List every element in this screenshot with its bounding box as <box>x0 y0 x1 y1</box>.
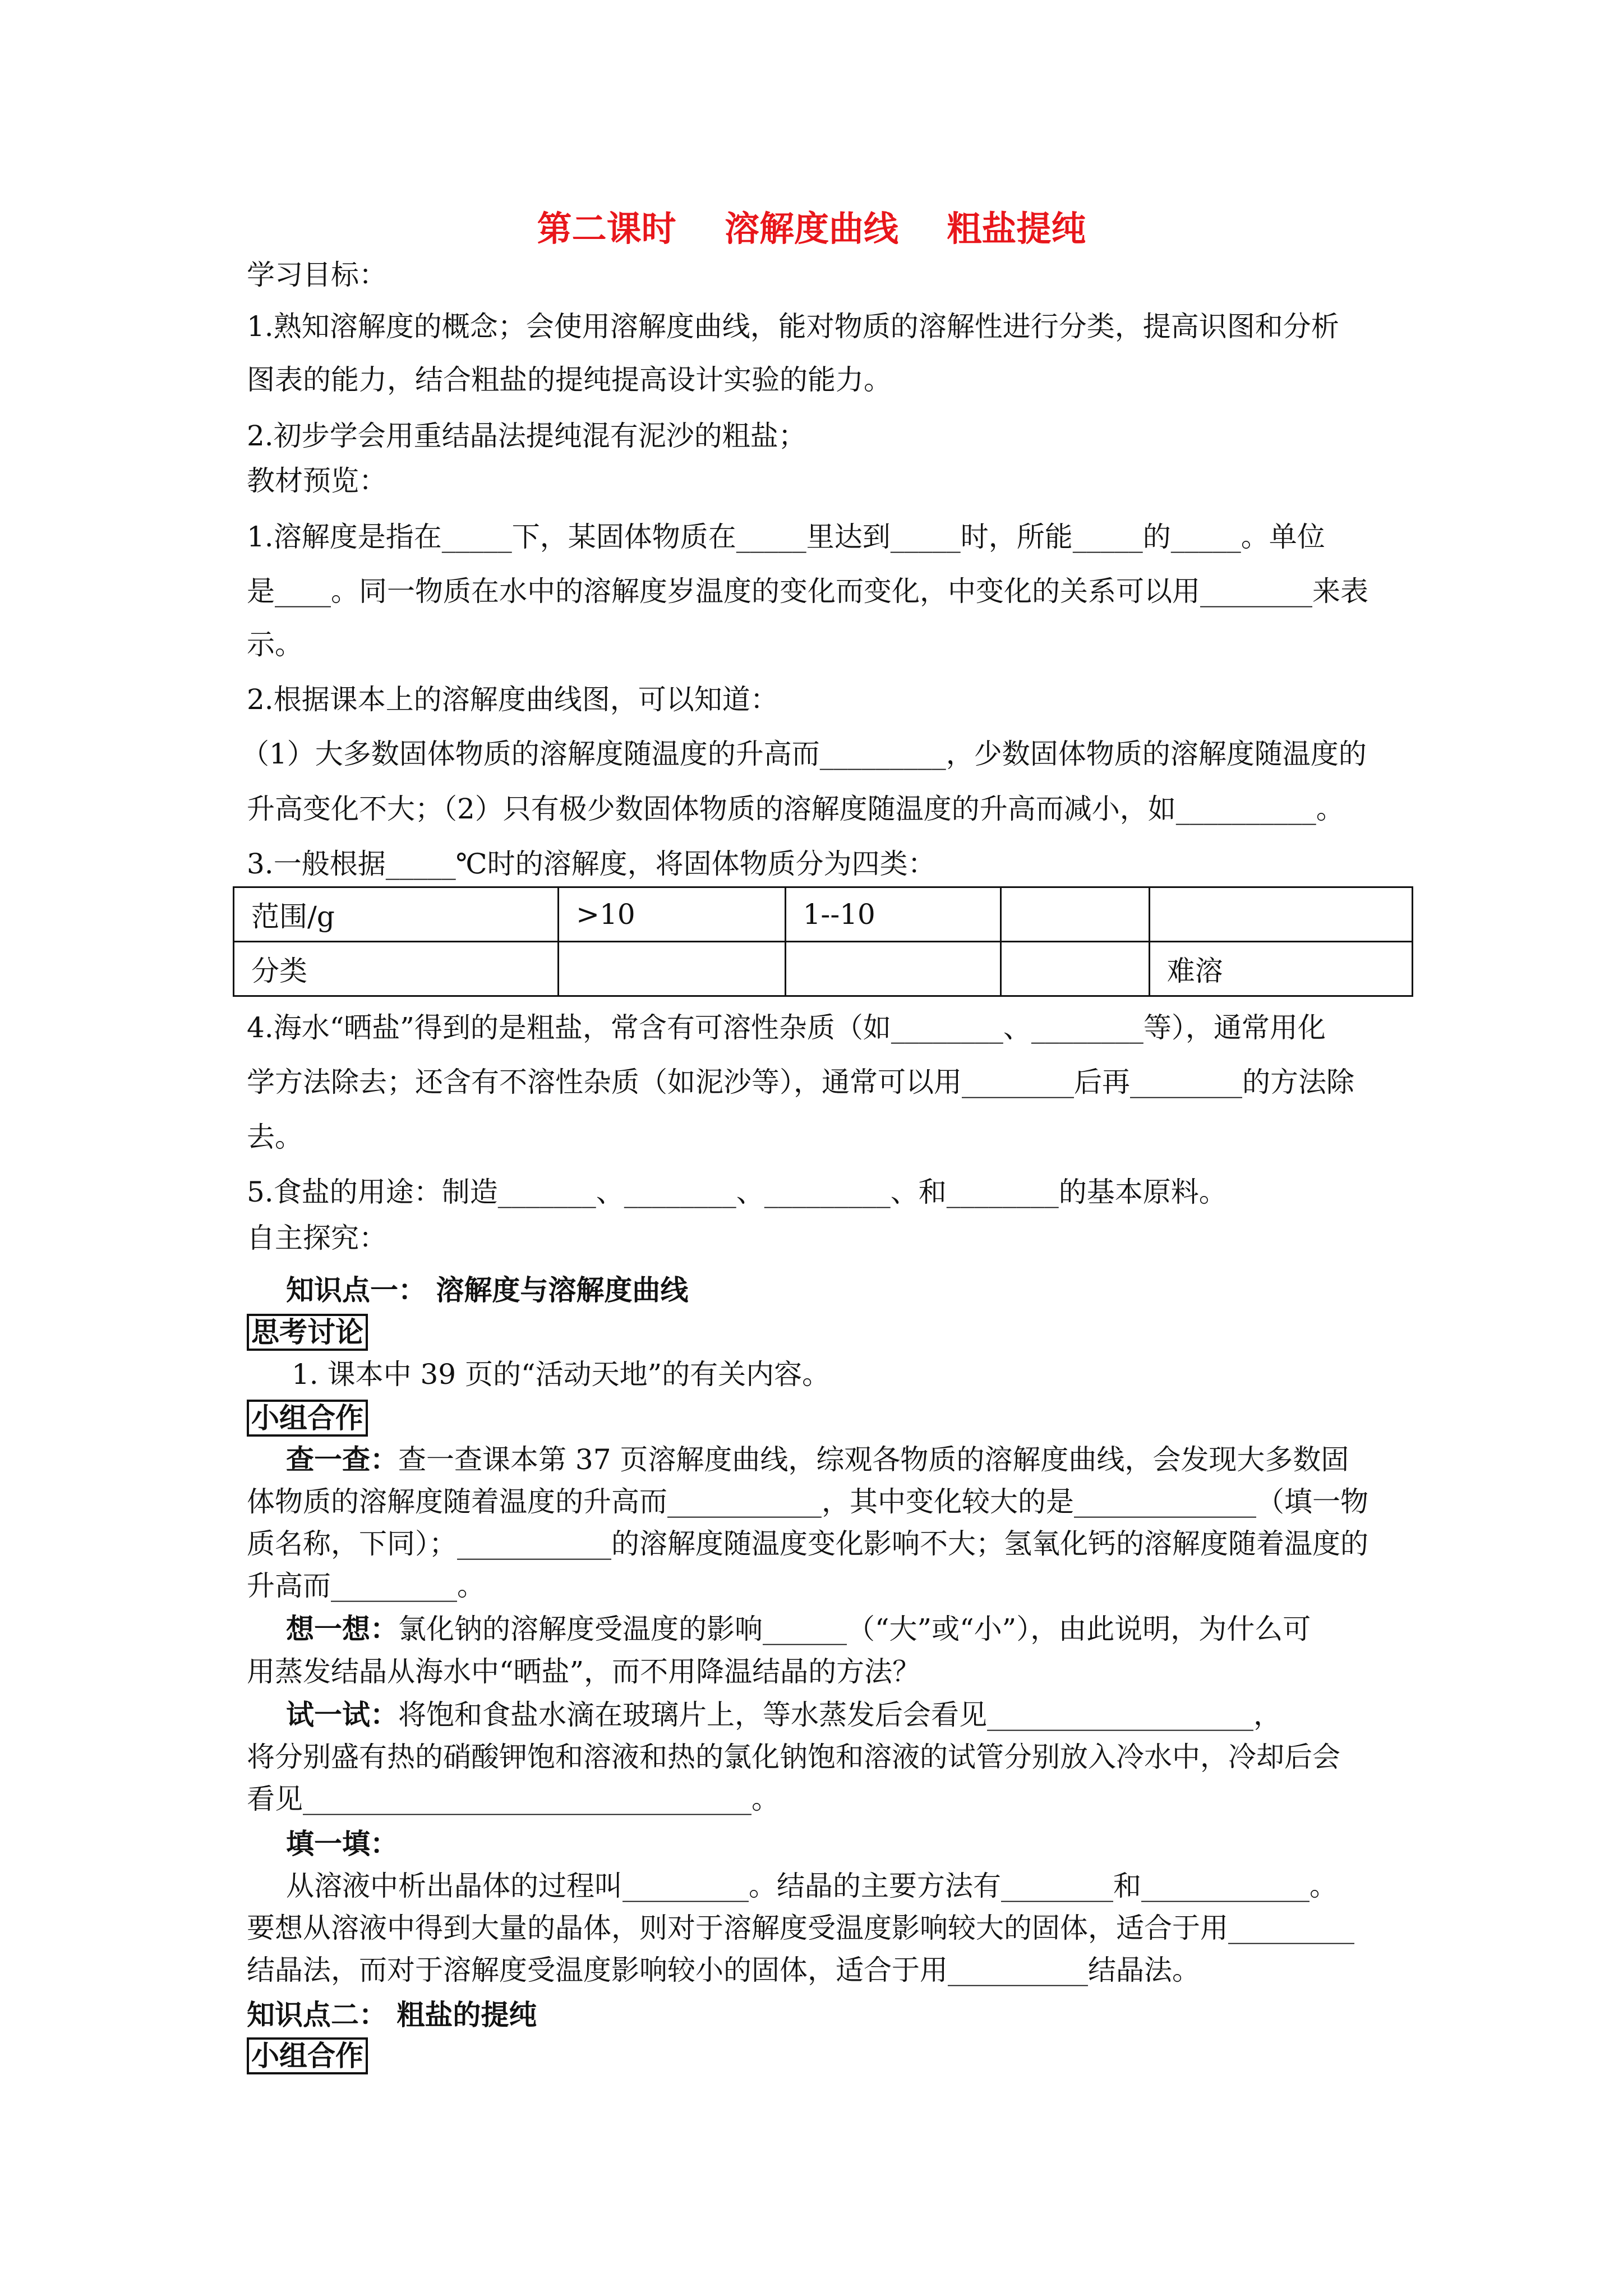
table-cell: 难溶 <box>1149 942 1412 996</box>
goal-1-line-2: 图表的能力，结合粗盐的提纯提高设计实验的能力。 <box>247 364 892 396</box>
fill-line-1: 从溶液中析出晶体的过程叫_________。结晶的主要方法有________和____________。 <box>286 1870 1338 1902</box>
try-line-2: 将分别盛有热的硝酸钾饱和溶液和热的氯化钠饱和溶液的试管分别放入冷水中，冷却后会 <box>247 1741 1340 1773</box>
check-line-3: 质名称，下同）；___________的溶解度随温度变化影响不大；氢氧化钙的溶解度随着温度的 <box>247 1527 1368 1560</box>
group-work-box: 小组合作 <box>247 1400 368 1437</box>
page-title: 第二课时 溶解度曲线 粗盐提纯 <box>537 208 1086 249</box>
box-row-group-2 <box>247 2037 1391 2074</box>
check-text: 查一查课本第 37 页溶解度曲线，综观各物质的溶解度曲线，会发现大多数固 <box>398 1443 1349 1476</box>
solubility-classification-table <box>233 886 1413 997</box>
check-line-4: 升高而_________。 <box>247 1570 485 1602</box>
try-text: 将饱和食盐水滴在玻璃片上，等水蒸发后会看见___________________， <box>398 1699 1281 1731</box>
box-row-group <box>247 1400 1391 1437</box>
table-cell <box>1149 887 1412 942</box>
table-cell: >10 <box>559 887 785 942</box>
think-text: 氯化钠的溶解度受温度的影响______（“大”或“小”），由此说明，为什么可 <box>398 1613 1311 1645</box>
preview-q4-line-1: 4.海水“晒盐”得到的是粗盐，常含有可溶性杂质（如________、________等），通常用化 <box>247 1011 1326 1044</box>
explore-heading: 自主探究： <box>247 1222 387 1254</box>
goal-1-line-1: 1.熟知溶解度的概念；会使用溶解度曲线，能对物质的溶解性进行分类，提高识图和分析 <box>247 310 1339 343</box>
preview-q1-line-1: 1.溶解度是指在_____下，某固体物质在_____里达到_____时，所能_____的_____。单位 <box>247 521 1325 553</box>
think-line-1 <box>286 1611 1430 1647</box>
preview-q2-line-2: 升高变化不大；（2）只有极少数固体物质的溶解度随温度的升高而减小，如__________。 <box>247 793 1344 825</box>
preview-heading: 教材预览： <box>247 464 387 497</box>
table-cell <box>785 942 1001 996</box>
check-label: 查一查： <box>286 1443 398 1476</box>
group-work-box-2: 小组合作 <box>247 2037 368 2074</box>
check-line-2: 体物质的溶解度随着温度的升高而___________，其中变化较大的是_____________（填一物 <box>247 1485 1368 1518</box>
fill-line-2: 要想从溶液中得到大量的晶体，则对于溶解度受温度影响较大的固体，适合于用_________ <box>247 1912 1354 1944</box>
table-cell: 分类 <box>234 942 559 996</box>
table-row <box>234 887 1413 942</box>
try-line-3: 看见________________________________。 <box>247 1783 780 1815</box>
check-line-1 <box>286 1442 1430 1478</box>
table-cell: 范围/g <box>234 887 559 942</box>
knowledge-point-2: 知识点二： 粗盐的提纯 <box>247 1998 537 2031</box>
try-line-1 <box>286 1697 1430 1733</box>
fill-line-3: 结晶法，而对于溶解度受温度影响较小的固体，适合于用__________结晶法。 <box>247 1954 1200 1986</box>
knowledge-point-1: 知识点一： 溶解度与溶解度曲线 <box>286 1273 689 1306</box>
try-label: 试一试： <box>286 1698 398 1731</box>
table-cell <box>1001 887 1150 942</box>
think-discuss-box: 思考讨论 <box>247 1314 368 1351</box>
think-label: 想一想： <box>286 1612 398 1645</box>
preview-q5: 5.食盐的用途：制造_______、________、_________、和________的基本原料。 <box>247 1176 1227 1208</box>
goals-heading: 学习目标： <box>247 259 387 291</box>
preview-q4-line-3: 去。 <box>247 1121 303 1153</box>
preview-q2-line-1: （1）大多数固体物质的溶解度随温度的升高而_________，少数固体物质的溶解度随温度的 <box>241 738 1367 770</box>
fill-label: 填一填： <box>286 1827 398 1860</box>
table-cell <box>559 942 785 996</box>
goal-2: 2.初步学会用重结晶法提纯混有泥沙的粗盐； <box>247 420 806 452</box>
preview-q3: 3.一般根据_____℃时的溶解度，将固体物质分为四类： <box>247 848 936 880</box>
preview-q1-line-2: 是____。同一物质在水中的溶解度岁温度的变化而变化，中变化的关系可以用________来表 <box>247 575 1368 608</box>
table-cell: 1--10 <box>785 887 1001 942</box>
table-row <box>234 942 1413 996</box>
think-line-2: 用蒸发结晶从海水中“晒盐”，而不用降温结晶的方法？ <box>247 1655 921 1688</box>
preview-q2: 2.根据课本上的溶解度曲线图，可以知道： <box>247 683 778 716</box>
preview-q4-line-2: 学方法除去；还含有不溶性杂质（如泥沙等），通常可以用________后再________的方法除 <box>247 1066 1354 1098</box>
preview-q1-line-3: 示。 <box>247 628 303 661</box>
box-row-think <box>247 1314 1391 1351</box>
table-cell <box>1001 942 1150 996</box>
think-item-1: 1. 课本中 39 页的“活动天地”的有关内容。 <box>292 1358 831 1391</box>
